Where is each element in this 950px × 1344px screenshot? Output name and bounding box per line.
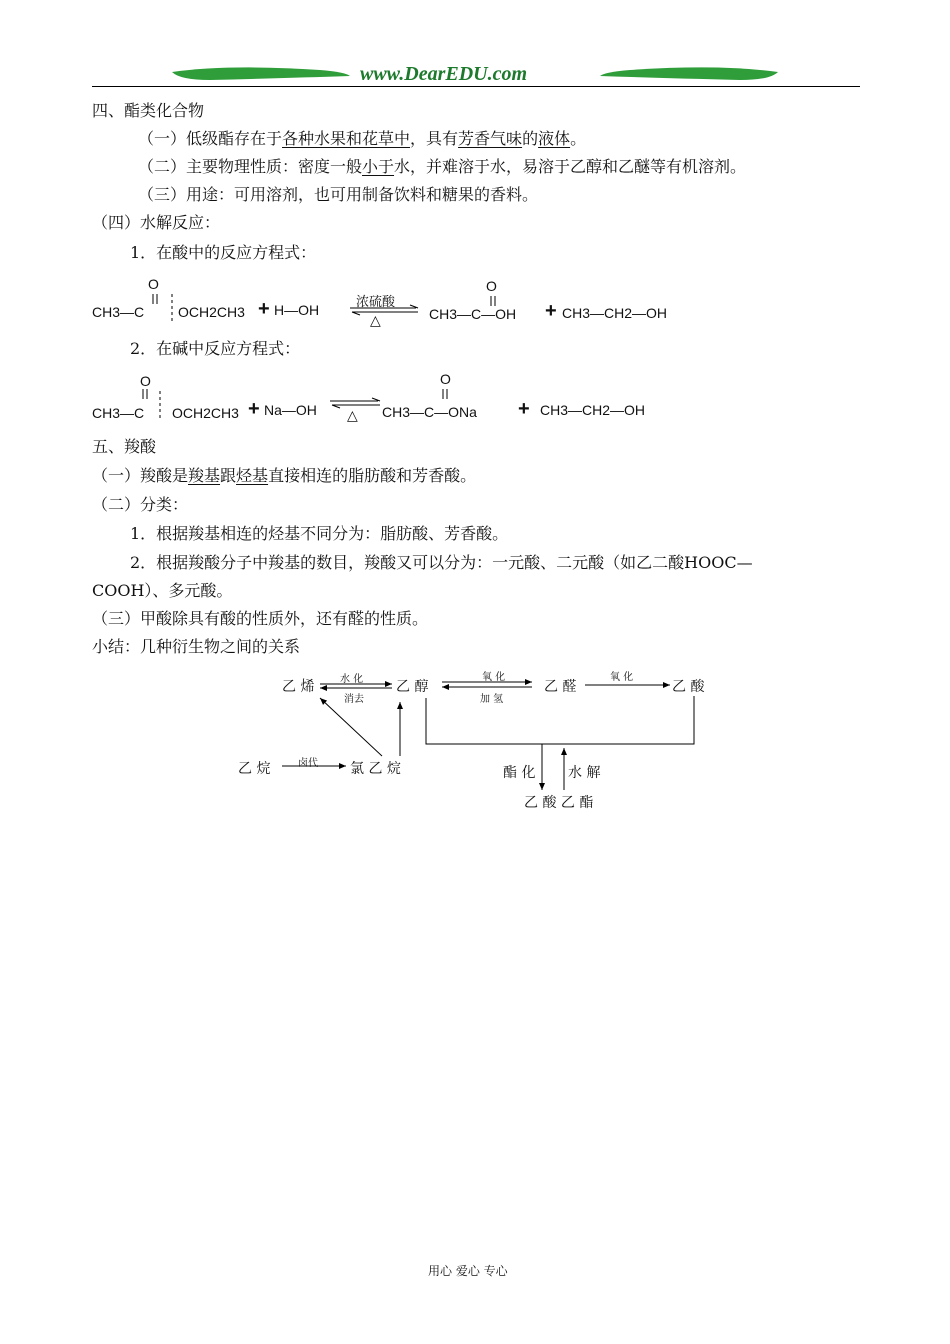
eq1-plus1: +: [258, 298, 270, 320]
eq2-product1: CH3—C—ONa: [382, 404, 477, 420]
diagram-arrows: [230, 660, 720, 800]
section4-title: 四、酯类化合物: [92, 101, 205, 120]
eq2-plus1: +: [248, 398, 260, 420]
sec4-para6: 2．在碱中反应方程式：: [130, 339, 301, 358]
sec5-para5: （三）甲酸除具有酸的性质外，还有醛的性质。: [92, 609, 429, 628]
sec4-para3: （三）用途：可用溶剂，也可用制备饮料和糖果的香料。: [138, 185, 539, 204]
eq1-reactant2: H—OH: [274, 302, 320, 318]
node-ethylene: 乙 烯: [282, 679, 315, 695]
eq2-bonds: [130, 385, 530, 425]
section5-title: 五、羧酸: [92, 437, 157, 456]
node-chloroethane: 氯 乙 烷: [350, 761, 401, 777]
label-elimination: 消去: [344, 694, 364, 705]
eq2-ester-group: OCH2CH3: [172, 405, 239, 421]
label-oxidation-2: 氧 化: [610, 672, 634, 683]
sec5-para4a: 2．根据羧酸分子中羧基的数目，羧酸又可以分为：一元酸、二元酸（如乙二酸HOOC—: [130, 553, 753, 572]
eq1-ester-group: OCH2CH3: [178, 304, 245, 320]
node-acetaldehyde: 乙 醛: [544, 679, 577, 695]
eq2-reactant1: CH3—C: [92, 405, 145, 421]
node-ethane: 乙 烷: [238, 761, 271, 777]
sec5-para3: 1．根据羧基相连的烃基不同分为：脂肪酸、芳香酸。: [130, 524, 509, 543]
eq2-condition-bottom: △: [347, 408, 358, 424]
label-hydration: 水 化: [340, 674, 364, 685]
node-acetic-acid: 乙 酸: [672, 679, 705, 695]
summary-title: 小结：几种衍生物之间的关系: [92, 637, 301, 656]
sec5-para1: （一）羧酸是羧基跟烃基直接相连的脂肪酸和芳香酸。: [92, 466, 477, 485]
eq2-product-o: O: [440, 371, 451, 387]
label-halogenation: 卤代: [298, 758, 318, 769]
node-ethyl-acetate: 乙 酸 乙 酯: [524, 795, 594, 811]
sec4-para4: （四）水解反应：: [92, 213, 221, 232]
sec5-para4b: COOH）、多元酸。: [92, 581, 233, 600]
eq1-carbonyl-o: O: [148, 276, 159, 292]
eq1-product2: CH3—CH2—OH: [562, 305, 668, 321]
eq2-reactant2: Na—OH: [264, 402, 317, 418]
node-ethanol: 乙 醇: [396, 679, 429, 695]
label-oxidation-1: 氧 化: [482, 672, 506, 683]
eq1-product-o: O: [486, 278, 497, 294]
label-hydrolysis: 水 解: [568, 765, 601, 781]
eq1-plus2: +: [545, 300, 557, 322]
eq2-carbonyl-o: O: [140, 373, 151, 389]
eq1-product1: CH3—C—OH: [429, 306, 517, 322]
eq1-condition-top: 浓硫酸: [356, 295, 396, 310]
header-rule: [92, 86, 860, 87]
eq2-plus2: +: [518, 398, 530, 420]
eq1-bonds: [140, 290, 560, 330]
eq2-product2: CH3—CH2—OH: [540, 402, 646, 418]
label-addition-hydrogen: 加 氢: [480, 694, 504, 705]
site-logo[interactable]: www.DearEDU.com: [360, 63, 528, 85]
eq1-condition-bottom: △: [370, 313, 381, 329]
sec4-para2: （二）主要物理性质：密度一般小于水，并难溶于水，易溶于乙醇和乙醚等有机溶剂。: [138, 157, 747, 176]
label-esterification: 酯 化: [503, 765, 536, 781]
sec4-para5: 1．在酸中的反应方程式：: [130, 243, 317, 262]
footer-text: 用心 爱心 专心: [428, 1264, 508, 1278]
sec5-para2: （二）分类：: [92, 495, 189, 514]
sec4-para1: （一）低级酯存在于各种水果和花草中，具有芳香气味的液体。: [138, 129, 587, 148]
eq1-reactant1: CH3—C: [92, 304, 145, 320]
